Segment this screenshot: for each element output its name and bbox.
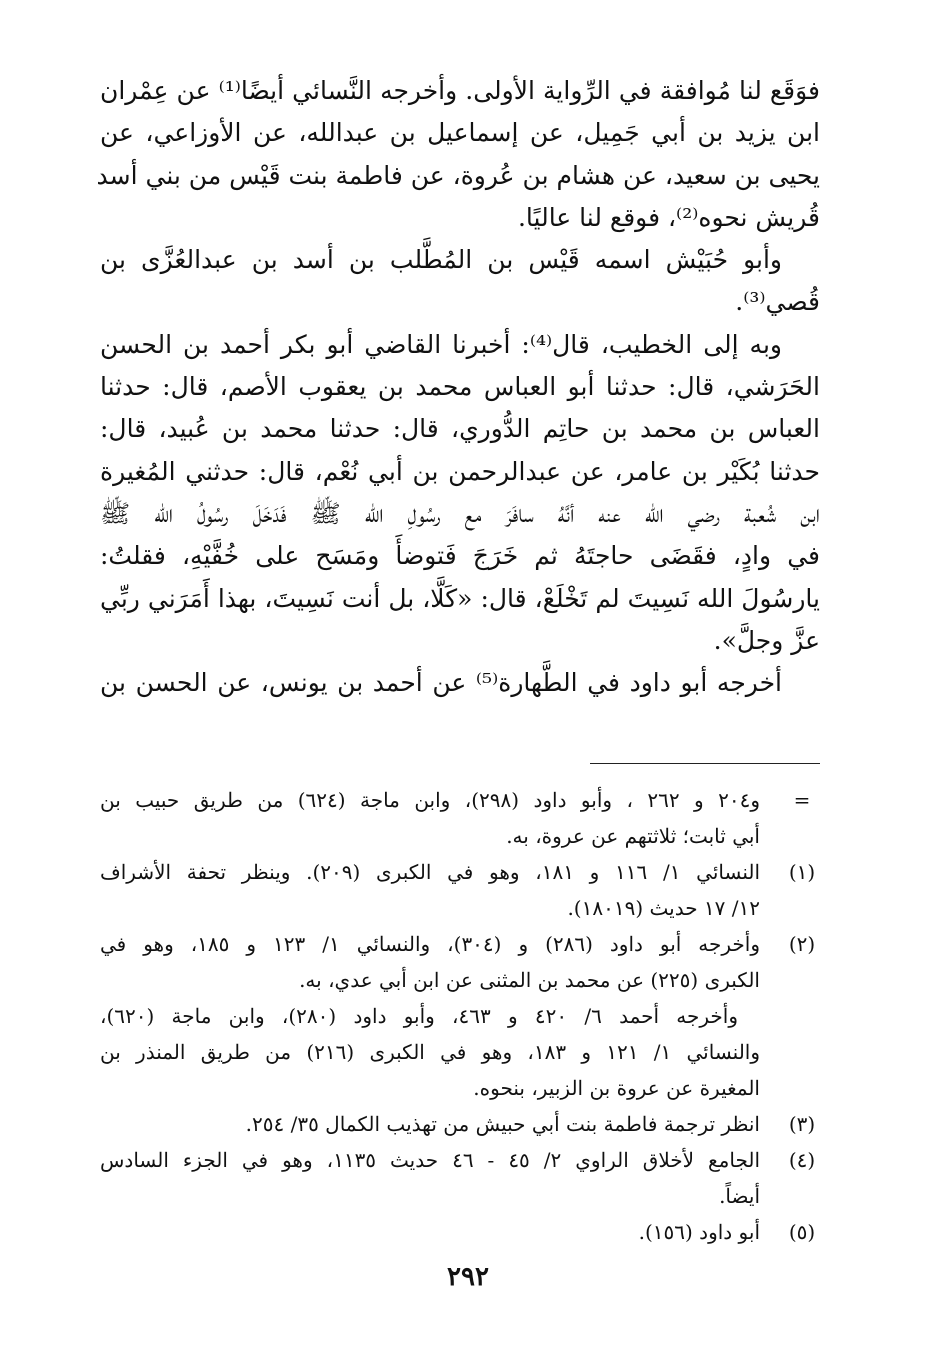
main-line: ابن شُعبة رضي الله عنه أنَّهُ سافَرَ مع رسُولِ الله ﷺ فَدَخَلَ رسُولُ الله ﷺ [100,498,820,528]
footnote-number: (٣) [788,1112,816,1136]
footnote-line: الجامع لأخلاق الراوي ٢/ ٤٥ - ٤٦ حديث ١١٣٥، وهو في الجزء السادس [100,1148,761,1172]
footnote-line: أيضاً. [719,1184,760,1208]
main-line: ابن يزيد بن أبي جَمِيل، عن إسماعيل بن عبدالله، عن الأوزاعي، عن [100,118,820,148]
main-line: العباس بن محمد بن حاتِم الدُّوري، قال: حدثنا محمد بن عُبيد، قال: [100,414,820,444]
footnote-line: الكبرى (٢٢٥) عن محمد بن المثنى عن ابن أبي عدي، به. [299,968,760,992]
footnote-continued [100,782,822,854]
footnote-line: ١٢/ ١٧ حديث (١٨٠١٩). [567,896,760,920]
footnote-line: والنسائي ١/ ١٢١ و ١٨٣، وهو في الكبرى (٢١٦) من طريق المنذر بن [100,1040,761,1064]
footnote-3 [100,1106,822,1142]
main-line: يحيى بن سعيد، عن هشام بن عُروة، عن فاطمة بنت قَيْس من بني أسد [96,160,820,190]
footnote-line: و٢٠٤ و ٢٦٢ ، وأبو داود (٢٩٨)، وابن ماجة (٦٢٤) من طريق حبيب بن [100,788,761,812]
footnote-1 [100,854,822,926]
footnote-line: المغيرة عن عروة بن الزبير، بنحوه. [473,1076,760,1100]
footnote-2 [100,926,822,1106]
main-line: وأبو حُبَيْش اسمه قَيْس بن المُطَّلب بن أسد بن عبدالعُزَّى بن [100,245,782,275]
footnote-line: وأخرجه أبو داود (٢٨٦) و (٣٠٤)، والنسائي ١/ ١٢٣ و ١٨٥، وهو في [100,932,761,956]
page-number: ٢٩٢ [447,1262,489,1292]
footnotes [100,782,822,1250]
footnote-separator [590,763,820,764]
main-line: عزَّ وجلَّ». [713,625,820,655]
footnote-4 [100,1142,822,1214]
main-line: يارسُولَ الله نَسِيتَ لم تَخْلَعْ، قال: «كَلَّا، بل أنت نَسِيتَ، بهذا أَمَرَني ربِّي [100,583,820,613]
footnote-number: (١) [788,860,816,884]
footnote-line: أبي ثابت؛ ثلاثتهم عن عروة، به. [506,824,760,848]
main-line: الحَرَشي، قال: حدثنا أبو العباس محمد بن يعقوب الأصم، قال: حدثنا [100,372,820,402]
main-line: فوَقَع لنا مُوافقة في الرِّواية الأولى. وأخرجه النَّسائي أيضًا⁽¹⁾ عن عِمْران [100,76,821,105]
footnote-number: = [793,788,811,812]
main-line: أخرجه أبو داود في الطَّهارة⁽⁵⁾ عن أحمد بن يونس، عن الحسن بن [100,668,782,698]
footnote-number: (٢) [788,932,816,956]
main-line: وبه إلى الخطيب، قال⁽⁴⁾: أخبرنا القاضي أبو بكر أحمد بن الحسن [100,329,782,359]
main-line: قُريش نحوه⁽²⁾، فوقع لنا عاليًا. [517,202,820,232]
footnote-number: (٥) [788,1220,816,1244]
footnote-5 [100,1214,822,1250]
footnote-line: أبو داود (١٥٦). [638,1220,760,1244]
main-line: حدثنا بُكَيْر بن عامر، عن عبدالرحمن بن أبي نُعْم، قال: حدثني المُغيرة [100,456,820,486]
footnote-line: النسائي ١/ ١١٦ و ١٨١، وهو في الكبرى (٢٠٩). وينظر تحفة الأشراف [100,860,761,884]
main-line: قُصي⁽³⁾. [735,287,820,317]
footnote-line: وأخرجه أحمد ٦/ ٤٢٠ و ٤٦٣، وأبو داود (٢٨٠)، وابن ماجة (٦٢٠)، [100,1004,739,1028]
main-line: في وادٍ، فقَضَى حاجتَهُ ثم خَرَجَ فَتوضأَ ومَسَح على خُفَّيْهِ، فقلتُ: [100,541,820,571]
main-text [96,70,821,704]
footnote-number: (٤) [788,1148,816,1172]
footnote-line: انظر ترجمة فاطمة بنت أبي حبيش من تهذيب الكمال ٣٥/ ٢٥٤. [245,1112,760,1136]
